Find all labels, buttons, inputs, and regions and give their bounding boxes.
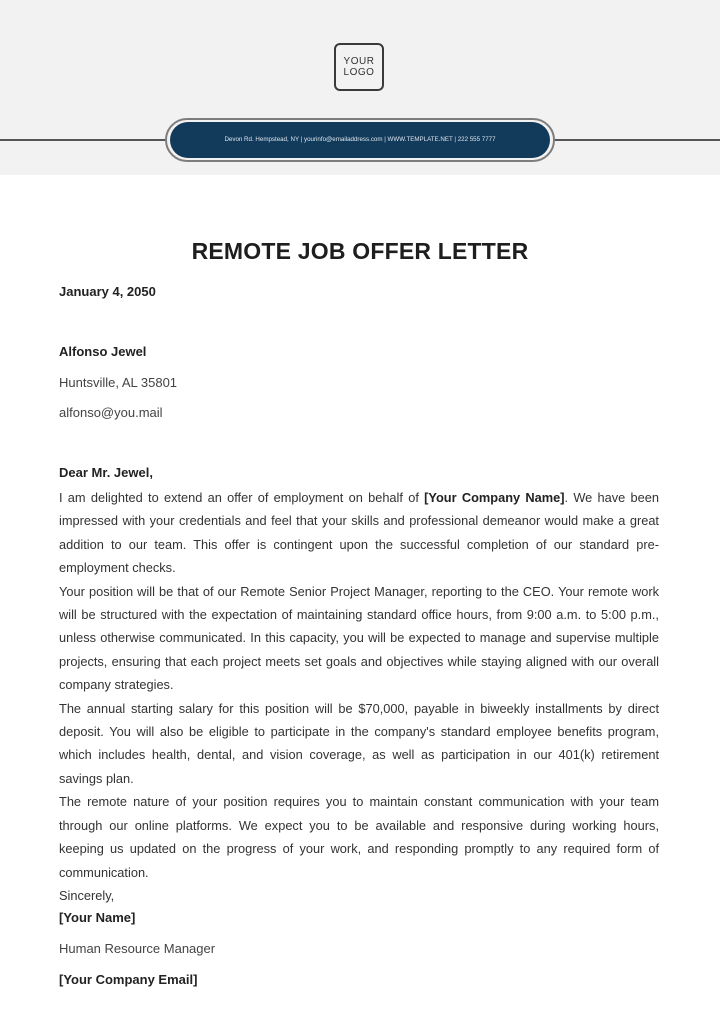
company-name-placeholder: [Your Company Name] <box>424 490 565 505</box>
contact-info: Devon Rd. Hempstead, NY | yourinfo@emailaddress.com | WWW.TEMPLATE.NET | 222 555 7777 <box>224 136 496 143</box>
recipient-email: alfonso@you.mail <box>59 405 163 420</box>
letter-date: January 4, 2050 <box>59 284 156 299</box>
contact-pill <box>170 122 550 158</box>
letter-body <box>59 486 659 907</box>
logo-placeholder <box>334 43 384 91</box>
recipient-address: Huntsville, AL 35801 <box>59 375 178 390</box>
paragraph-1-text: I am delighted to extend an offer of employment on behalf of <box>59 490 425 505</box>
paragraph-1-text-cont: . We have been impressed with your credentials and feel that your skills and professional demeanor would make a great addition to our team. This offer is contingent upon the successful completion of our standard pre-employment checks. <box>59 490 660 576</box>
signature-role: Human Resource Manager <box>59 941 216 956</box>
letter-title: REMOTE JOB OFFER LETTER <box>191 238 529 264</box>
paragraph-1 <box>59 486 659 580</box>
logo-line-2: LOGO <box>343 67 375 78</box>
paragraph-3: The annual starting salary for this position will be $70,000, payable in biweekly installments by direct deposit. You will also be eligible to participate in the company's standard employee benefits program, which includes health, dental, and vision coverage, as well as participation in our 401(k) retirement savings plan. <box>59 700 659 786</box>
letterhead <box>0 0 720 175</box>
recipient-name: Alfonso Jewel <box>59 344 147 359</box>
salutation: Dear Mr. Jewel, <box>59 465 153 480</box>
paragraph-4: The remote nature of your position requires you to maintain constant communication with your team through our online platforms. We expect you to be available and responsive during working hours, keeping us updated on the progress of your work, and responding promptly to any required form of communication. <box>59 794 659 880</box>
logo-line-1: YOUR <box>343 56 375 67</box>
closing: Sincerely, <box>59 887 115 903</box>
signature-email: [Your Company Email] <box>59 972 198 987</box>
signature-name: [Your Name] <box>59 910 136 925</box>
paragraph-2: Your position will be that of our Remote Senior Project Manager, reporting to the CEO. Your remote work will be structured with the expectation of maintaining standard office hours, from 9:00 a.m. to 5:00 p.m., unless otherwise communicated. In this capacity, you will be expected to manage and supervise multiple projects, ensuring that each project meets set goals and objectives while staying aligned with our overall company strategies. <box>59 583 659 693</box>
